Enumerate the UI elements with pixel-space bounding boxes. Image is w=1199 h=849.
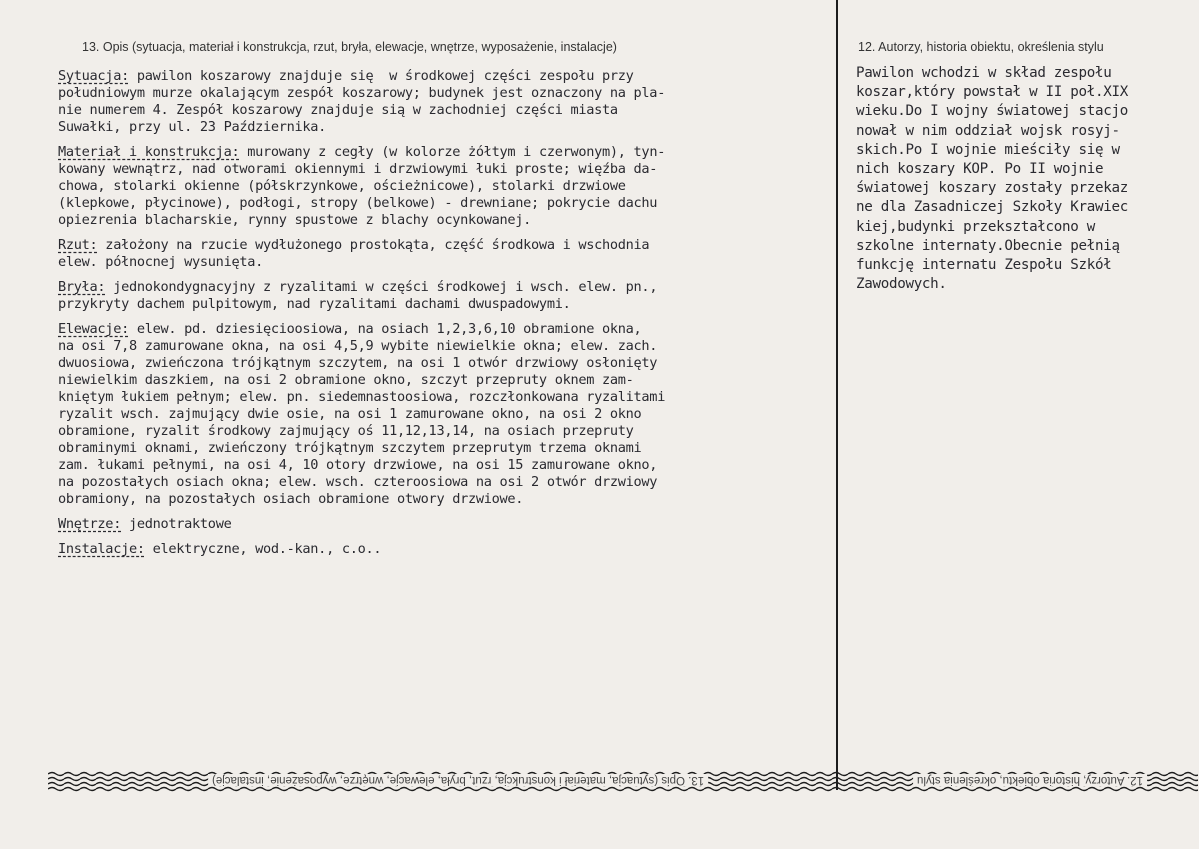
history-line: skich.Po I wojnie mieściły się w <box>856 141 1120 158</box>
section <box>58 516 834 533</box>
description-text <box>58 68 834 566</box>
line-text: na osi 7,8 zamurowane okna, na osi 4,5,9 wybite niewielkie okna; elew. zach. <box>58 338 658 354</box>
history-line: kiej,budynki przekształcono w <box>856 218 1096 235</box>
text-line <box>58 440 834 457</box>
column-divider <box>836 0 838 790</box>
mirrored-description-header: 13. Opis (sytuacja, materiał i konstrukcja, rzut, bryła, elewacje, wnętrze, wyposażenie, instalacje) <box>208 774 708 786</box>
line-text: założony na rzucie wydłużonego prostokąta, część środkowa i wschodnia <box>97 237 650 253</box>
history-line: nich koszary KOP. Po II wojnie <box>856 161 1104 178</box>
section <box>58 279 834 313</box>
history-line: funkcję internatu Zespołu Szkół <box>856 257 1112 274</box>
text-line <box>58 389 834 406</box>
line-text: Suwałki, przy ul. 23 Października. <box>58 119 327 135</box>
text-line <box>58 541 834 558</box>
line-text: nie numerem 4. Zespół koszarowy znajduje sią w zachodniej części miasta <box>58 102 618 118</box>
history-line: nował w nim oddział wojsk rosyj- <box>856 122 1120 139</box>
history-line: Pawilon wchodzi w skład zespołu <box>856 65 1112 81</box>
section <box>58 144 834 229</box>
text-line <box>58 68 834 85</box>
text-line <box>58 178 834 195</box>
history-text <box>856 64 1192 294</box>
history-line: wieku.Do I wojny światowej stacjo <box>856 103 1128 120</box>
text-line <box>58 144 834 161</box>
line-text: zam. łukami pełnymi, na osi 4, 10 otory drzwiowe, na osi 15 zamurowane okno, <box>58 457 658 473</box>
text-line <box>58 119 834 136</box>
history-header: 12. Autorzy, historia obiektu, określenia stylu <box>858 40 1104 54</box>
section-label: Elewacje: <box>58 321 129 337</box>
line-text: kowany wewnątrz, nad otworami okiennymi i drzwiowymi łuki proste; więźba da- <box>58 161 658 177</box>
line-text: elektryczne, wod.-kan., c.o.. <box>144 541 382 557</box>
text-line <box>58 85 834 102</box>
text-line <box>58 491 834 508</box>
section-label: Wnętrze: <box>58 516 122 532</box>
text-line <box>58 161 834 178</box>
line-text: jednotraktowe <box>121 516 232 532</box>
line-text: na pozostałych osiach okna; elew. wsch. czteroosiowa na osi 2 otwór drzwiowy <box>58 474 658 490</box>
line-text: elew. północnej wysunięta. <box>58 254 263 270</box>
line-text: dwuosiowa, zwieńczona trójkątnym szczytem, na osi 1 otwór drzwiowy osłonięty <box>58 355 658 371</box>
line-text: obramione, ryzalit środkowy zajmujący oś 11,12,13,14, na osiach przepruty <box>58 423 634 439</box>
text-line <box>58 195 834 212</box>
text-line <box>58 279 834 296</box>
line-text: niewielkim daszkiem, na osi 2 obramione okno, szczyt przepruty oknem zam- <box>58 372 634 388</box>
text-line <box>58 254 834 271</box>
line-text: przykryty dachem pulpitowym, nad ryzalitami dachami dwuspadowymi. <box>58 296 571 312</box>
line-text: jednokondygnacyjny z ryzalitami w części środkowej i wsch. elew. pn., <box>105 279 658 295</box>
text-line <box>58 423 834 440</box>
text-line <box>58 296 834 313</box>
history-line: szkolne internaty.Obecnie pełnią <box>856 237 1120 254</box>
text-line <box>58 516 834 533</box>
section-label: Bryła: <box>58 279 106 295</box>
section <box>58 321 834 508</box>
text-line <box>58 372 834 389</box>
section <box>58 541 834 558</box>
line-text: murowany z cegły (w kolorze żółtym i czerwonym), tyn- <box>239 144 666 160</box>
line-text: obraminymi oknami, zwieńczony trójkątnym szczytem przeprutym trzema oknami <box>58 440 642 456</box>
text-line <box>58 102 834 119</box>
line-text: pawilon koszarowy znajduje się w środkowej części zespołu przy <box>128 68 634 84</box>
history-line: ne dla Zasadniczej Szkoły Krawiec <box>856 199 1128 216</box>
section-label: Materiał i konstrukcja: <box>58 144 240 160</box>
history-line: Zawodowych. <box>856 276 947 293</box>
line-text: elew. pd. dziesięcioosiowa, na osiach 1,2,3,6,10 obramione okna, <box>128 321 642 337</box>
history-line: światowej koszary zostały przekaz <box>856 180 1128 197</box>
text-line <box>58 237 834 254</box>
line-text: opiezrenia blacharskie, rynny spustowe z blachy ocynkowanej. <box>58 212 532 228</box>
section-label: Rzut: <box>58 237 98 253</box>
text-line <box>58 321 834 338</box>
line-text: chowa, stolarki okienne (półskrzynkowe, ościeżnicowe), stolarki drzwiowe <box>58 178 626 194</box>
text-line <box>58 457 834 474</box>
text-line <box>58 338 834 355</box>
mirrored-history-header: 12. Autorzy, historia obiektu, określenia stylu <box>913 774 1147 786</box>
line-text: obramiony, na pozostałych osiach obramione otwory drzwiowe. <box>58 491 524 507</box>
section-label: Instalacje: <box>58 541 145 557</box>
line-text: kniętym łukiem pełnym; elew. pn. siedemnastoosiowa, rozczłonkowana ryzalitami <box>58 389 666 405</box>
section-label: Sytuacja: <box>58 68 129 84</box>
line-text: ryzalit wsch. zajmujący dwie osie, na osi 1 zamurowane okno, na osi 2 okno <box>58 406 642 422</box>
history-line: koszar,który powstał w II poł.XIX <box>856 84 1128 101</box>
text-line <box>58 212 834 229</box>
line-text: (klepkowe, płycinowe), podłogi, stropy (belkowe) - drewniane; pokrycie dachu <box>58 195 658 211</box>
text-line <box>58 406 834 423</box>
section <box>58 237 834 271</box>
line-text: południowym murze okalającym zespół koszarowy; budynek jest oznaczony na pla- <box>58 85 666 101</box>
section <box>58 68 834 136</box>
description-header: 13. Opis (sytuacja, materiał i konstrukcja, rzut, bryła, elewacje, wnętrze, wyposażenie, instalacje) <box>82 40 617 54</box>
text-line <box>58 474 834 491</box>
bottom-divider <box>836 764 838 790</box>
folded-bottom-strip <box>48 768 1198 794</box>
text-line <box>58 355 834 372</box>
